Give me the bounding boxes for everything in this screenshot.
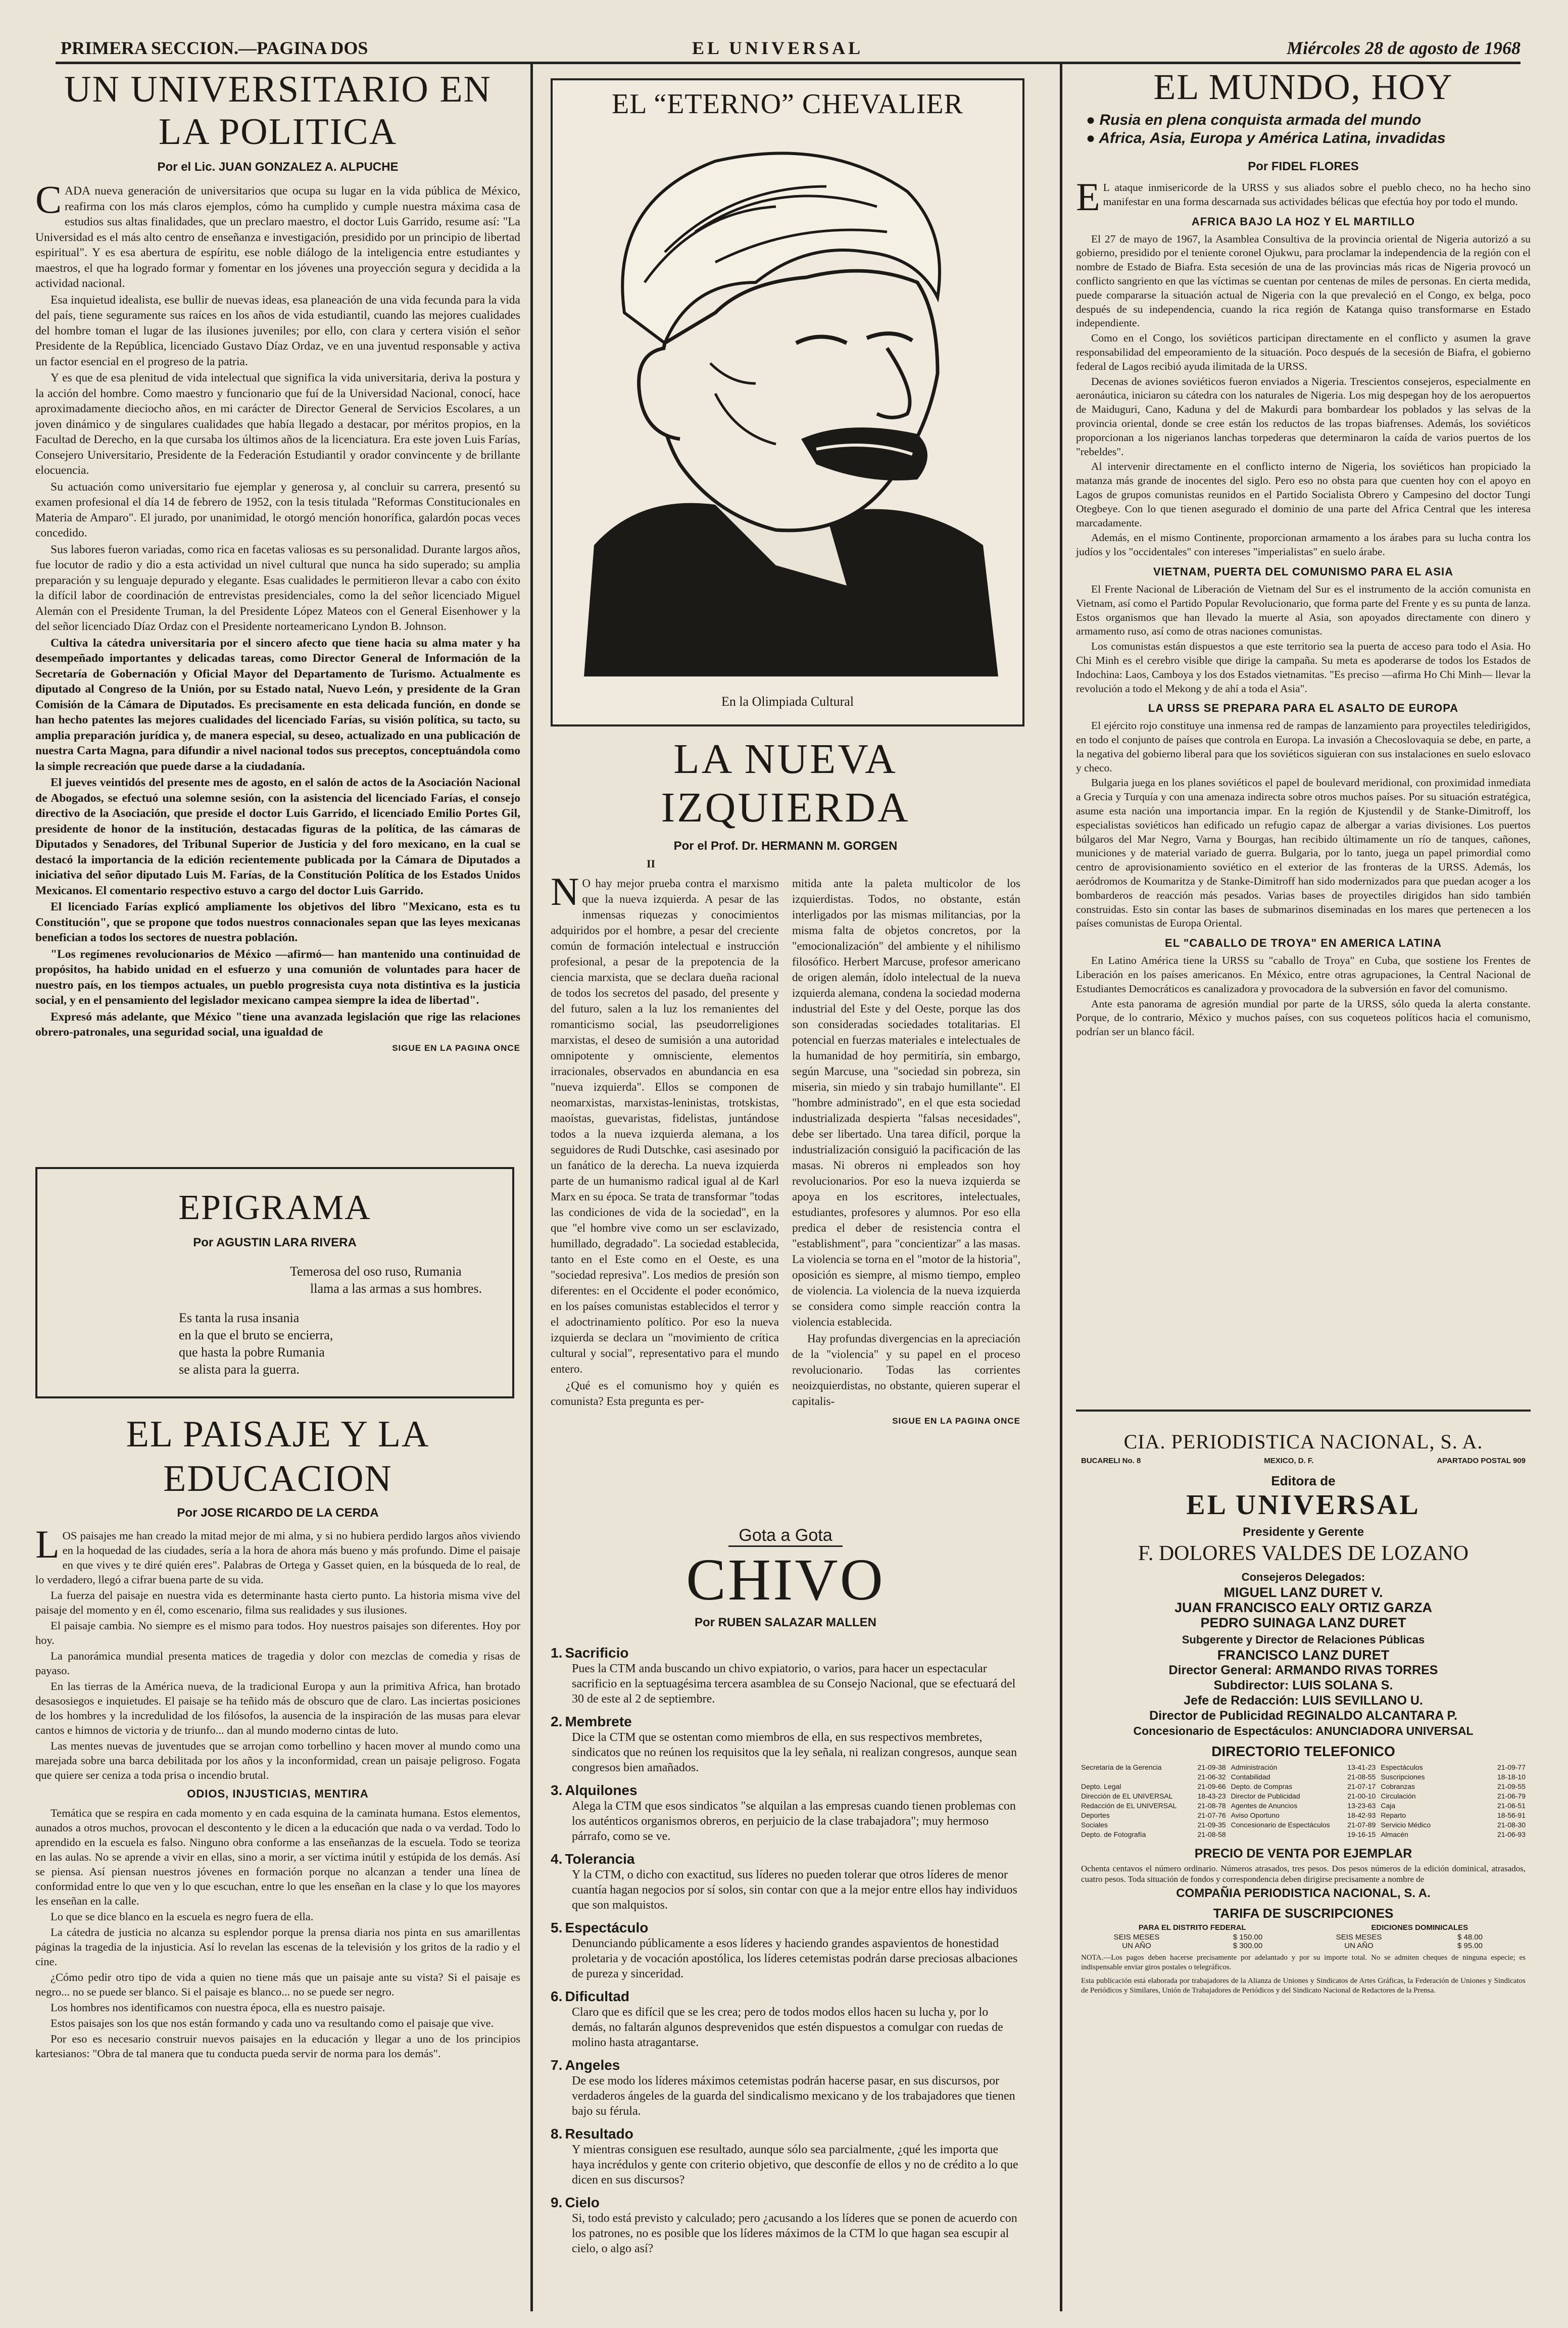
paragraph: EL ataque inmisericorde de la URSS y sus aliados sobre el pueblo checo, no ha hecho sino manifestar en una forma descarnada sus actividades bélicas que efectúa hoy por todo el mundo. (1076, 175, 1531, 219)
item-number: 9. (551, 2195, 563, 2210)
address-street: BUCARELI No. 8 (1081, 1457, 1141, 1465)
directory-label: Dirección de EL UNIVERSAL (1081, 1792, 1173, 1800)
directory-label: Deportes (1081, 1811, 1110, 1819)
tarifa-cell: $ 300.00 (1233, 1942, 1263, 1950)
face-shape (660, 271, 938, 530)
header-paper-name: EL UNIVERSAL (692, 38, 864, 58)
article-izquierda (551, 735, 1020, 1429)
item-text: Denunciando públicamente a esos líderes y haciendo grandes aspavientos de honestidad proletaria y de vocación apostólica, los líderes cetemistas podrán darse preciosas albaciones de pureza y sinceridad. (572, 1937, 1018, 1980)
paragraph: Lo que se dice blanco en la escuela es negro fuera de ella. (51, 1910, 314, 1923)
article-byline: Por FIDEL FLORES (1248, 160, 1359, 173)
staff-label: Consejeros Delegados: (1241, 1571, 1365, 1583)
paragraph: El ejército rojo constituye una inmensa red de rampas de lanzamiento para proyectiles teledirigidos, en todo el conjunto de países que controla en Europa. La invasión a Checoslovaquia se debe, en parte, a la negativa del gobierno liberal para que los soviéticos siguieran con sus instalaciones en suelo eslovaco y checo. (1076, 719, 1531, 774)
bullet-icon: ● (1086, 130, 1099, 147)
editora-label: Editora de (1271, 1473, 1336, 1488)
paper-name: EL UNIVERSAL (1186, 1489, 1420, 1521)
paragraph: El Frente Nacional de Liberación de Vietnam del Sur es el instrumento de la acción comunista en Vietnam, así como el Partido Popular Revolucionario, que forma parte del Frente y es su punta de lanza. Estos organismos que han llevado la muerte al Asia, son apoyados directamente con dinero y armamento ruso, así como de otras naciones comunistas. (1076, 583, 1531, 638)
directory-label: Cobranzas (1381, 1782, 1415, 1790)
izq-column-a (551, 869, 779, 1429)
directory-number: 18-18-10 (1497, 1773, 1526, 1781)
item-title: Tolerancia (565, 1851, 635, 1867)
directory-number: 21-06-79 (1497, 1792, 1526, 1800)
paragraph: El licenciado Farías explicó ampliamente los objetivos del libro "Mexicano, esta es tu Constitución", que se propone que todos nuestros connacionales sepan que las leyes mexicanas benefician a todos los sectores de nuestra población. (35, 900, 520, 944)
mundo-intro (1076, 175, 1531, 219)
chivo-item (551, 1920, 1020, 1981)
chivo-item (551, 1714, 1020, 1775)
directory-number: 21-07-17 (1347, 1782, 1376, 1790)
chivo-item (551, 1851, 1020, 1913)
directory-label: Administración (1231, 1763, 1278, 1771)
article-byline: Por el Prof. Dr. HERMANN M. GORGEN (673, 839, 898, 853)
directory-label: Depto. de Fotografía (1081, 1830, 1146, 1838)
company-address (1081, 1457, 1526, 1465)
paragraph: CADA nueva generación de universitarios que ocupa su lugar en la vida pública de México, reafirma con los más claros ejemplos, cómo ha cumplido y cumple nuestra máxima casa de estudios sus altas finalidades, que un preclaro maestro, el doctor Luis Garrido, resume así: "La Universidad es el más alto centro de enseñanza e investigación, presidido por un principio de libertad espiritual". Y es esa abertura de espíritu, ese noble diálogo de la inteligencia entre estudiantes y maestros, el que ha logrado formar y fomentar en los jóvenes una proyección segura y decidida a la actividad nacional. (35, 177, 520, 290)
chivo-list (551, 1645, 1020, 2256)
paragraph: mitida ante la paleta multicolor de los izquierdistas. Todos, no obstante, están interligados por las mismas militancias, por la misma falta de objetos concretos, por la "emocionalización" del ambiente y el nihilismo filosófico. Herbert Marcuse, profesor americano de origen alemán, ídolo intelectual de la nueva izquierda alemana, condena la sociedad moderna industrial del Este y del Oeste, porque las dos son consideradas sociedades totalitarias. El potencial en fuerzas materiales e intelectuales de la humanidad de hoy permitiría, sin embargo, según Marcuse, una "sociedad sin pobreza, sin miseria, sin miedo y sin trabajo humillante". El "hombre administrado", en el que esta sociedad industrializada despierta "falsas necesidades", debe ser libertado. Una tarea difícil, porque la industrialización consiguió la pacificación de las masas. Ni obreros ni empleados son hoy revolucionarios. Por eso la nueva izquierda se apoya en los escritores, intelectuales, estudiantes, profesores y alumnos. Por eso ella predica el deber de resistencia contra el "establishment", para "concientizar" a las masas. La violencia se torna en el "motor de la historia", oposición es siempre, al mismo tiempo, empleo de violencia. La violencia de la nueva izquierda se considera como simple reacción contra la violencia establecida. (792, 877, 1020, 1328)
article-title: EL PAISAJE Y LA EDUCACION (126, 1414, 430, 1499)
item-title: Resultado (565, 2126, 633, 2142)
item-number: 3. (551, 1782, 563, 1798)
item-number: 6. (551, 1989, 563, 2004)
directory-number: 21-08-58 (1197, 1830, 1226, 1838)
directory-label: Almacén (1381, 1830, 1408, 1838)
gota-kicker: Gota a Gota (728, 1526, 842, 1547)
item-title: Espectáculo (565, 1920, 649, 1935)
continue-note: SIGUE EN LA PAGINA ONCE (892, 1416, 1020, 1426)
item-title: Dificultad (565, 1989, 630, 2004)
paragraph: Los hombres nos identificamos con nuestra época, ella es nuestro paisaje. (51, 2001, 385, 2014)
paragraph: Las mentes nuevas de juventudes que se arrojan como torbellino y hacen mover al mundo como una marejada sobre una barca debilitada por los años y la inconformidad, crean un paisaje peligroso. Fogata que quiere ser ceniza a toda prisa o incendio brutal. (35, 1739, 520, 1781)
staff-line: Director General: ARMANDO RIVAS TORRES (1168, 1663, 1438, 1677)
tarifa-title: TARIFA DE SUSCRIPCIONES (1213, 1906, 1394, 1921)
directory-number: 21-09-66 (1197, 1782, 1226, 1790)
paragraph: Como en el Congo, los soviéticos participan directamente en el conflicto y asumen la grave responsabilidad del empeoramiento de la situación. Poco después de la secesión de Biafra, el gobierno federal de Lagos recibió ayuda ilimitada de la URSS. (1076, 332, 1531, 372)
section-subhead: EL "CABALLO DE TROYA" EN AMERICA LATINA (1165, 937, 1442, 950)
directory-number: 21-06-93 (1497, 1830, 1526, 1838)
directory-number: 21-06-51 (1497, 1802, 1526, 1810)
directory-label: Contabilidad (1231, 1773, 1270, 1781)
directory-number: 18-42-93 (1347, 1811, 1376, 1819)
tarifa-cell: UN AÑO (1122, 1942, 1151, 1950)
directory-number: 21-07-89 (1347, 1821, 1376, 1829)
verse-line: en la que el bruto se encierra, (179, 1327, 333, 1342)
chivo-item (551, 1782, 1020, 1844)
section-subhead: LA URSS SE PREPARA PARA EL ASALTO DE EUROPA (1148, 702, 1459, 715)
staff-name: PEDRO SUINAGA LANZ DURET (1200, 1615, 1406, 1630)
paragraph: La cátedra de justicia no alcanza su esplendor porque la prensa diaria nos pinta en sus amarillentas páginas la tragedia de la injusticia. Así lo revelan las escenas de la televisión y los gritos de la radio y el cine. (35, 1926, 520, 1968)
article-byline: Por el Lic. JUAN GONZALEZ A. ALPUCHE (157, 160, 399, 174)
verse-line: se alista para la guerra. (179, 1362, 300, 1377)
column-rule-right (1060, 63, 1062, 2311)
paragraph: La panorámica mundial presenta matices de tragedia y dolor con mezclas de comedia y risas de payaso. (35, 1650, 520, 1677)
staff-list (1076, 1570, 1531, 1738)
section-subhead: AFRICA BAJO LA HOZ Y EL MARTILLO (1191, 215, 1415, 228)
epigrama-byline: Por AGUSTIN LARA RIVERA (193, 1235, 357, 1249)
phone-directory (1081, 1763, 1526, 1839)
directory-number: 21-09-55 (1497, 1782, 1526, 1790)
headline-bullet (1086, 129, 1531, 148)
staff-name: JUAN FRANCISCO EALY ORTIZ GARZA (1174, 1600, 1433, 1615)
staff-line: Director de Publicidad REGINALDO ALCANTARA P. (1149, 1709, 1457, 1723)
paragraph: Estos paisajes son los que nos están formando y cada uno va resultando como el paisaje que vive. (51, 2017, 494, 2029)
directory-label: Redacción de EL UNIVERSAL (1081, 1802, 1177, 1810)
masthead (1076, 1430, 1531, 1996)
epigrama-box (35, 1167, 514, 1398)
directory-title: DIRECTORIO TELEFONICO (1211, 1743, 1395, 1759)
verse-line: Es tanta la rusa insania (179, 1310, 300, 1325)
price-text: Ochenta centavos el número ordinario. Números atrasados, tres pesos. Dos pesos números de la edición dominical, atrasados, cuatro pesos. Toda situación de fondos y correspondencia deben dirigirse precisamente a nombre de (1081, 1864, 1526, 1884)
section-body (1076, 232, 1531, 559)
cartoon-signature: DAVID CARRILLO 68 (687, 661, 787, 672)
chivo-item (551, 2195, 1020, 2256)
tarifa-head-right: EDICIONES DOMINICALES (1371, 1923, 1468, 1932)
president-name: F. DOLORES VALDES DE LOZANO (1138, 1542, 1469, 1565)
item-number: 2. (551, 1714, 563, 1729)
epigrama-epigraph (290, 1263, 512, 1297)
paragraph: Esa inquietud idealista, ese bullir de nuevas ideas, esa planeación de una vida fecunda para la vida del país, tiene seguramente sus raíces en los años de vida estudiantil, cuando las mejores cualidades del hombre toman el lugar de las ilusiones juveniles; por ello, con clara y certera visión el señor Presidente de la República, licenciado Gustavo Díaz Ordaz, ve en una juventud responsable y activa un factor esencial en el progreso de la patria. (35, 293, 520, 368)
directory-number: 21-06-32 (1197, 1773, 1226, 1781)
item-title: Cielo (565, 2195, 600, 2210)
paragraph: Cultiva la cátedra universitaria por el sincero afecto que tiene hacia su alma mater y ha desempeñado importantes y delicadas tareas, como Director General de Información de la Secretaría de Gobernación y Oficial Mayor del Departamento de Turismo. Actualmente es diputado al Congreso de la Unión, por su Estado natal, Nuevo León, y presidente de la Gran Comisión de la Cámara de Diputados. Es precisamente en esta delicada función, en donde se han hecho patentes las mejores cualidades del licenciado Farías, su visión política, su tacto, su amplia preparación jurídica y, de manera especial, su deseo, actualizado en una publicación de nuestra Carta Magna, para difundir a nivel nacional todos sus preceptos, conceptuándola como la simple recreación que puede darse a la ciudadanía. (35, 636, 520, 773)
address-city: MEXICO, D. F. (1264, 1457, 1314, 1465)
directory-label: Sociales (1081, 1821, 1108, 1829)
paragraph: ¿Qué es el comunismo hoy y quién es comunista? Esta pregunta es per- (551, 1379, 779, 1408)
item-text: Claro que es difícil que se les crea; pero de todos modos ellos hacen su lucha y, por lo demás, no faltarán algunos desprevenidos que estén dispuestos a comulgar con ruedas de molino hasta atragantarse. (572, 2006, 1003, 2049)
chivo-title: CHIVO (686, 1546, 885, 1613)
paragraph: "Los regímenes revolucionarios de México —afirmó— han mantenido una continuidad de propósitos, ha habido unidad en el esfuerzo y una comunión de voluntades para hacer de nuestro país, en los tiempos actuales, un pueblo progresista cuya nota distintiva es la justicia social, y en el pensamiento del legislador mexicano campea siempre la idea de libertad". (35, 947, 520, 1007)
item-title: Membrete (565, 1714, 632, 1729)
header-date: Miércoles 28 de agosto de 1968 (1287, 38, 1521, 58)
chivo-item (551, 2057, 1020, 2119)
staff-label: Subgerente y Director de Relaciones Públicas (1182, 1633, 1425, 1646)
column-rule-left (530, 63, 533, 2311)
directory-label: Depto. de Compras (1231, 1782, 1293, 1790)
headline-bullet (1086, 111, 1531, 129)
item-title: Sacrificio (565, 1645, 629, 1661)
directory-number: 21-07-76 (1197, 1811, 1226, 1819)
company-name: CIA. PERIODISTICA NACIONAL, S. A. (1123, 1430, 1483, 1453)
directory-number: 13-41-23 (1347, 1763, 1376, 1771)
column-chivo (551, 1526, 1020, 2263)
item-text: Y mientras consiguen ese resultado, aunque sólo sea parcialmente, ¿qué les importa que haya incrédulos y gente con criterio objetivo, que desconfíe de ellos y no de crédito a lo que dicen en sus discursos? (572, 2143, 1018, 2187)
directory-number: 21-08-55 (1347, 1773, 1376, 1781)
union-footer: Esta publicación está elaborada por trabajadores de la Alianza de Uniones y Sindicatos de Artes Gráficas, la Federación de Uniones y Sindicatos de Periódicos y Similares, Unión de Trabajadores de Periódicos y del Sindicato Nacional de Redactores de la Prensa. (1081, 1977, 1526, 1995)
directory-number: 21-08-78 (1197, 1802, 1226, 1810)
staff-line: Subdirector: LUIS SOLANA S. (1213, 1678, 1393, 1692)
paragraph: NO hay mejor prueba contra el marxismo que la nueva izquierda. A pesar de las inmensas riquezas y conocimientos adquiridos por el hombre, a pesar del creciente común de formación intelectual e instrucción profesional, a pesar de la prepotencia de la ciencia marxista, que se declara dueña racional de todos los secretos del pasado, del presente y del futuro, salen a la luz los remanientes del romanticismo social, las pseudorreligiones marxistas, el deseo de sumisión a una autoridad omnipotente y omnisciente, elementos irracionales, observados en abundancia en esa "nueva izquierda". Ellos se componen de neomarxistas, marxistas-leninistas, trotskistas, maoístas, guevaristas, fidelistas, juntándose todos a la nueva izquierda alemana, a los seguidores de Rudi Dutschke, casi asesinado por un fanático de la derecha. La nueva izquierda parte de un humanismo radical igual al de Karl Marx en su época. Se trata de transformar "todas las condiciones de vida de la sociedad", en la que "el hombre vive como un ser esclavizado, humillado, degradado". La sociedad establecida, tanto en el Este como en el Oeste, es una "sociedad represiva". Los medios de presión son diferentes: en el Occidente el poder económico, en los países comunistas establecidos el terror y el adoctrinamiento político. Por eso la nueva izquierda se declara un "movimiento de crítica cultural y social", representativo para el mundo entero. (551, 869, 779, 1375)
paragraph: En Latino América tiene la URSS su "caballo de Troya" en Cuba, que sostiene los Frentes de Liberación en los países americanos. En México, entre otras agrupaciones, la Central Nacional de Estudiantes Democráticos es canalizadora y provocadora de la subversión en favor del comunismo. (1076, 954, 1531, 995)
item-text: De ese modo los líderes máximos cetemistas podrán hacerse pasar, en sus discursos, por verdaderos ángeles de la guarda del sindicalismo mexicano y de los trabajadores que tienen bajo su férula. (572, 2074, 1015, 2118)
tarifa-row (1081, 1933, 1526, 1942)
directory-number: 18-43-23 (1197, 1792, 1226, 1800)
directory-label: Aviso Oportuno (1231, 1811, 1280, 1819)
chivo-item (551, 1645, 1020, 1707)
directory-label (1231, 1830, 1343, 1839)
directory-label: Secretaría de la Gerencia (1081, 1763, 1162, 1771)
paragraph: Ante esta panorama de agresión mundial por parte de la URSS, sólo queda la alerta constante. Porque, de lo contrario, México y muchos países, con sus coqueteos políticos hacia el comunismo, podrían ser un blanco fácil. (1076, 997, 1531, 1038)
item-title: Alquilones (565, 1782, 638, 1798)
address-po-box: APARTADO POSTAL 909 (1437, 1457, 1526, 1465)
section-body (1076, 719, 1531, 931)
article-universitario (35, 68, 520, 1053)
chivo-item (551, 2126, 1020, 2188)
article-byline: Por JOSE RICARDO DE LA CERDA (177, 1506, 379, 1520)
masthead-rule (1076, 1410, 1531, 1412)
article-paisaje (35, 1412, 520, 2062)
item-text: Alega la CTM que esos sindicatos "se alquilan a las empresas cuando tienen problemas con los auténticos organismos obreros, en perjuicio de la clase trabajadora"; muy hermoso párrafo, como se ve. (572, 1800, 1016, 1843)
paragraph: Decenas de aviones soviéticos fueron enviados a Nigeria. Trescientos consejeros, especialmente en aeronáutica, iniciaron su cátedra con los naturales de Nigeria. Los mig despegan hoy de los aeropuertos de Maiduguri, Cano, Kaduna y del de Makurdi para bombardear los poblados y las selvas de la provincia oriental, donde se cree están los reductos de las tropas biafrenses. Además, los soviéticos proporcionan a los nigerianos lanchas torpederas que determinaron la caída de varios puertos de los "rebeldes". (1076, 375, 1531, 458)
item-number: 8. (551, 2126, 563, 2142)
directory-number: 19-16-15 (1347, 1830, 1376, 1838)
article-mundo (1076, 66, 1531, 1040)
paragraph: Los comunistas están dispuestos a que este territorio sea la puerta de acceso para todo el Asia. Ho Chi Minh es el cerebro visible que dirige la campaña. Su meta es apoderarse de todos los Estados de Indochina: Laos, Camboya y los dos Estados vietnamitas. "Es preciso —afirma Ho Chi Minh— llevar la revolución a todo el Mekong y de ahí a toda el Asia". (1076, 640, 1531, 695)
section-body (1076, 954, 1531, 1039)
paragraph: Y es que de esa plenitud de vida intelectual que significa la vida universitaria, deriva la postura y la acción del hombre. Como maestro y funcionario que fuí de la Universidad Nacional, conocí, hace aproximadamente dieciocho años, en mi carácter de Director General de Servicios Escolares, a un joven dinámico y de singulares cualidades que había llegado a destacar, por méritos propios, en la Facultad de Derecho, en la que cursaba los últimos años de la licenciatura. Era este joven Luis Farías, Consejero Universitario, Presidente de la Federación Estudiantil y orador convincente y de brillante elocuencia. (35, 371, 520, 477)
directory-number: 13-23-63 (1347, 1802, 1376, 1810)
president-label: Presidente y Gerente (1242, 1525, 1364, 1539)
item-number: 5. (551, 1920, 563, 1935)
item-number: 7. (551, 2057, 563, 2073)
item-text: Dice la CTM que se ostentan como miembros de ella, en sus respectivos membretes, sindicatos que no reúnen los requisitos que la ley señala, ni realizan congresos, aunque sean congresos bien amañados. (572, 1731, 1017, 1774)
directory-label: Espectáculos (1381, 1763, 1423, 1771)
cartoon-caption: En la Olimpiada Cultural (721, 694, 854, 709)
verse-line: que hasta la pobre Rumania (179, 1344, 325, 1360)
price-company: COMPAÑIA PERIODISTICA NACIONAL, S. A. (1176, 1886, 1431, 1900)
paragraph: Su actuación como universitario fue ejemplar y generosa y, al concluir su carrera, presentó su examen profesional el día 14 de febrero de 1952, con la tesis titulada "Reformas Constitucionales en Materia de Amparo". El jurado, por unanimidad, le otorgó mención honorífica, galardón pocas veces concedido. (35, 480, 520, 540)
headline-bullets (1086, 111, 1531, 148)
directory-number: 21-09-77 (1497, 1763, 1526, 1771)
staff-name: FRANCISCO LANZ DURET (1217, 1647, 1390, 1663)
price-title: PRECIO DE VENTA POR EJEMPLAR (1194, 1847, 1412, 1861)
article-title: UN UNIVERSITARIO EN LA POLITICA (64, 69, 492, 153)
item-text: Y la CTM, o dicho con exactitud, sus líderes no pueden tolerar que otros líderes de menor cuantía hagan negocios por sí solos, sin contar con que a la mejor entre ellos hay individuos que son malquistos. (572, 1868, 1017, 1912)
verse-line: Temerosa del oso ruso, Rumania (290, 1264, 462, 1279)
article-title: EL MUNDO, HOY (1153, 67, 1453, 107)
paragraph: Hay profundas divergencias en la apreciación de la "violencia" y su papel en el proceso revolucionario. Todas las corrientes neoizquierdistas, no obstante, quieren superar el capitalis- (792, 1332, 1020, 1408)
paragraph: El 27 de mayo de 1967, la Asamblea Consultiva de la provincia oriental de Nigeria autorizó a su gobierno, presidido por el teniente coronel Ojukwu, para proclamar la independencia de la región con el nombre de Estado de Biafra. Esta secesión de una de las provincias más ricas de Nigeria provocó un conflicto sangriento en que las víctimas se cuentan por centenas de miles de personas. En cierta medida, puede compararse la situación actual de Nigeria con la que prevaleció en el Congo, ex belga, poco después de su independencia, cuando la rica región de Katanga quiso transformarse en Estado independiente. (1076, 232, 1531, 329)
header-section: PRIMERA SECCION.—PAGINA DOS (61, 38, 368, 58)
epigrama-poem (179, 1310, 512, 1378)
paragraph: Por eso es necesario construir nuevos paisajes en la educación y llegar a uno de los principios kartesianos: "Obra de tal manera que tu conducta pueda servir de norma para los demás". (35, 2032, 520, 2060)
tarifa-cell: $ 150.00 (1233, 1933, 1263, 1942)
directory-label: Agentes de Anuncios (1231, 1802, 1298, 1810)
directory-label (1081, 1772, 1193, 1782)
directory-number: 21-09-38 (1197, 1763, 1226, 1771)
paragraph: Expresó más adelante, que México "tiene una avanzada legislación que rige las relaciones obrero-patronales, una seguridad social, una igualdad de (35, 1010, 520, 1039)
paragraph: Sus labores fueron variadas, como rica en facetas valiosas es su personalidad. Durante largos años, fue locutor de radio y dio a esta actividad un nivel cultural que nunca ha sido superado; su amplia preparación y su lenguaje depurado y elegante. Esas cualidades le permitieron llevar a cabo con éxito la difícil labor de coordinación de entrevistas presidenciales, como la del señor licenciado Miguel Alemán con el Presidente Truman, la del Presidente López Mateos con el General Eisenhower y la del señor licenciado Díaz Ordaz con el Presidente norteamericano Lyndon B. Johnson. (35, 543, 520, 633)
item-text: Pues la CTM anda buscando un chivo expiatorio, o varios, para hacer un espectacular sacrificio en la septuagésima tercera asamblea de su Consejo Nacional, que se efectuará del 30 de este al 2 de septiembre. (572, 1662, 1016, 1706)
paragraph: ¿Cómo pedir otro tipo de vida a quien no tiene más que un paisaje ante su vista? Si el paisaje es negro... no se puede ser blanco. Si el paisaje es blanco... no se puede ser negro. (35, 1971, 520, 1998)
tarifa-cell: $ 95.00 (1457, 1942, 1483, 1950)
staff-line: Concesionario de Espectáculos: ANUNCIADORA UNIVERSAL (1133, 1724, 1474, 1737)
section-body (1076, 583, 1531, 696)
tarifa-row (1081, 1942, 1526, 1950)
part-numeral: II (647, 857, 656, 870)
paragraph: El paisaje cambia. No siempre es el mismo para todos. Hoy nuestros paisajes son diferentes. Hoy por hoy. (35, 1619, 520, 1646)
nota-text: NOTA.—Los pagos deben hacerse precisamente por adelantado y por su importe total. No se admiten cheques de ninguna especie; es indispensable enviar giros postales o telegráficos. (1081, 1954, 1526, 1971)
tarifa-cell: SEIS MESES (1336, 1933, 1382, 1942)
directory-number: 21-09-35 (1197, 1821, 1226, 1829)
directory-number: 18-56-91 (1497, 1811, 1526, 1819)
chivo-header (551, 1526, 1020, 1630)
tarifa-cell: SEIS MESES (1113, 1933, 1160, 1942)
tarifa-heads (1076, 1923, 1531, 1932)
directory-label: Reparto (1381, 1811, 1406, 1819)
chevalier-caricature (564, 131, 1008, 676)
tarifa-table (1081, 1933, 1526, 1950)
directory-label: Circulación (1381, 1792, 1416, 1800)
item-title: Angeles (565, 2057, 620, 2073)
paragraph: Bulgaria juega en los planes soviéticos el papel de boulevard meridional, con proximidad inmediata a Grecia y Turquía y con una amenaza indirecta sobre otros muchos países. Por su situación estratégica, asume esta nación una importancia impar. En la región de Kjustendil y de Stanke-Dimitroff, los especialistas soviéticos han edificado un refugio capaz de albergar a varias divisiones. Los puertos búlgaros del Mar Negro, Varna y Bourgas, han recibido últimamente un río de tanques, cañones, municiones y de material variado de guerra. Bulgaria, por lo tanto, juega un papel primordial como centro de aprovisionamiento soviético en el exterior de las fronteras de la URSS. Además, los aeródromos de Koumaritza y de Stanke-Dimitroff han sido modernizados para que puedan acoger a los bombarderos de reacción más pesados. Varias bases de proyectiles dirigidos han sido también construidas. Esto sin contar las bases de submarinos diseminadas en los mares que pertenecen a los países comunistas de Europa Oriental. (1076, 777, 1531, 930)
paragraph: Temática que se respira en cada momento y en cada esquina de la caminata humana. Estos elementos, aunados a otros muchos, provocan el descontento y le dicen a la educación que nada o va verdad. Todo lo aprendido en la escuela es falso. Ninguno obra conforme a las enseñanzas de la escuela. Todo se teoriza en las aulas. No se aprende a vivir en ellas, sino a morir, a ser víctima inútil y estúpida de los demás. Así se piensa. Así piensan nuestros jóvenes en formación porque no alcanzan a tender una línea de conformidad entre lo que ven y lo que escuchan, entre lo que les enseñan en la clase y lo que los mayores les enseñan en la calle. (35, 1807, 520, 1907)
item-number: 1. (551, 1645, 563, 1661)
paragraph: Además, en el mismo Continente, proporcionan armamento a los árabes para su lucha contra los judíos y los "occidentales" con intereses "imperialistas" en suelo árabe. (1076, 531, 1531, 558)
tarifa-cell: UN AÑO (1344, 1942, 1374, 1950)
mundo-sections (1076, 215, 1531, 1039)
article-body-2 (35, 1806, 520, 2061)
paragraph: LOS paisajes me han creado la mitad mejor de mi alma, y si no hubiera perdido largos años viviendo en la hoquedad de las ciudades, sería a la hora de ahora más bueno y más profundo. Dime el paisaje en que vives y te diré quién eres". Palabras de Ortega y Gasset quien, en la búsqueda de lo real, de lo verdadero, llegó a cifrar buena parte de su vida. (35, 1522, 520, 1586)
section-subhead: VIETNAM, PUERTA DEL COMUNISMO PARA EL ASIA (1153, 565, 1454, 578)
izq-column-b (792, 876, 1020, 1429)
continue-note: SIGUE EN LA PAGINA ONCE (392, 1043, 520, 1053)
directory-label: Director de Publicidad (1231, 1792, 1300, 1800)
directory-label: Depto. Legal (1081, 1782, 1121, 1790)
paragraph: Al intervenir directamente en el conflicto interno de Nigeria, los soviéticos han propiciado la matanza más grande de inocentes del siglo. Pero eso no obsta para que cuenten hoy con el apoyo en Lagos de grupos comunistas reunidos en el Partido Socialista Obrero y Campesino del doctor Tungi Otegbeye. Con lo que tienen asegurado el dominio de una parte del Africa Central que les interesa marcadamente. (1076, 460, 1531, 529)
directory-number: 21-00-10 (1347, 1792, 1376, 1800)
paragraph: El jueves veintidós del presente mes de agosto, en el salón de actos de la Asociación Nacional de Abogados, se efectuó una solemne sesión, con la asistencia del licenciado Farías, el consejo directivo de la Asociación, que preside el doctor Luis Garrido, el licenciado Emilio Portes Gil, presidente de honor de la institución, destacadas figuras de la política, de las cámaras de Diputados y Senadores, del Tribunal Superior de Justicia y del foro mexicano, en la cual se destacó la importancia de la edición recientemente publicada por la Cámara de Diputados a iniciativa del señor diputado Luis M. Farías, de la Constitución Política de los Estados Unidos Mexicanos. El comentario respectivo estuvo a cargo del doctor Luis Garrido. (35, 776, 520, 897)
staff-line: Jefe de Redacción: LUIS SEVILLANO U. (1184, 1693, 1423, 1708)
cartoon-title: EL “ETERNO” CHEVALIER (612, 88, 963, 120)
directory-label: Servicio Médico (1381, 1821, 1431, 1829)
epigrama-title: EPIGRAMA (178, 1188, 371, 1227)
bullet-text: Rusia en plena conquista armada del mundo (1099, 112, 1422, 128)
chivo-byline: Por RUBEN SALAZAR MALLEN (695, 1616, 876, 1629)
section-subhead: ODIOS, INJUSTICIAS, MENTIRA (187, 1787, 369, 1800)
cartoon-box (551, 78, 1024, 726)
staff-name: MIGUEL LANZ DURET V. (1223, 1585, 1383, 1600)
article-body (35, 177, 520, 1040)
directory-label: Concesionario de Espectáculos (1231, 1821, 1330, 1829)
item-number: 4. (551, 1851, 563, 1867)
article-body (35, 1522, 520, 1782)
item-text: Si, todo está previsto y calculado; pero ¿acusando a los líderes que se ponen de acuerdo con los patrones, no es posible que los líderes máximos de la CTM lo que hagan sea escupir al cielo, o algo así? (572, 2212, 1017, 2255)
verse-line: llama a las armas a sus hombres. (310, 1281, 482, 1296)
directory-label: Suscripciones (1381, 1773, 1425, 1781)
paragraph: En las tierras de la América nueva, de la tradicional Europa y aun la primitiva Africa, han brotado desasosiegos e inquietudes. El paisaje se ha teñido más de obscuro que de claro. Las inciertas posiciones de los hombres y la incredulidad de los filósofos, la ausencia de la inspiración de las musas para elevar cantos e himnos de victoria y de triunfo... dan al mundo moderno cintas de luto. (35, 1680, 520, 1736)
article-title: LA NUEVA IZQUIERDA (661, 736, 910, 831)
chivo-item (551, 1989, 1020, 2050)
bullet-text: Africa, Asia, Europa y América Latina, invadidas (1099, 130, 1446, 147)
paragraph: La fuerza del paisaje en nuestra vida es determinante hasta cierto punto. La historia misma vive del paisaje del momento y en él, como escenario, filma sus realidades y sus ilusiones. (35, 1589, 520, 1616)
directory-number: 21-08-30 (1497, 1821, 1526, 1829)
directory-label: Caja (1381, 1802, 1396, 1810)
bullet-icon: ● (1086, 112, 1100, 128)
izq-columns (551, 869, 1020, 1429)
tarifa-head-left: PARA EL DISTRITO FEDERAL (1138, 1923, 1246, 1932)
page-header (56, 31, 1521, 64)
tarifa-cell: $ 48.00 (1457, 1933, 1483, 1942)
